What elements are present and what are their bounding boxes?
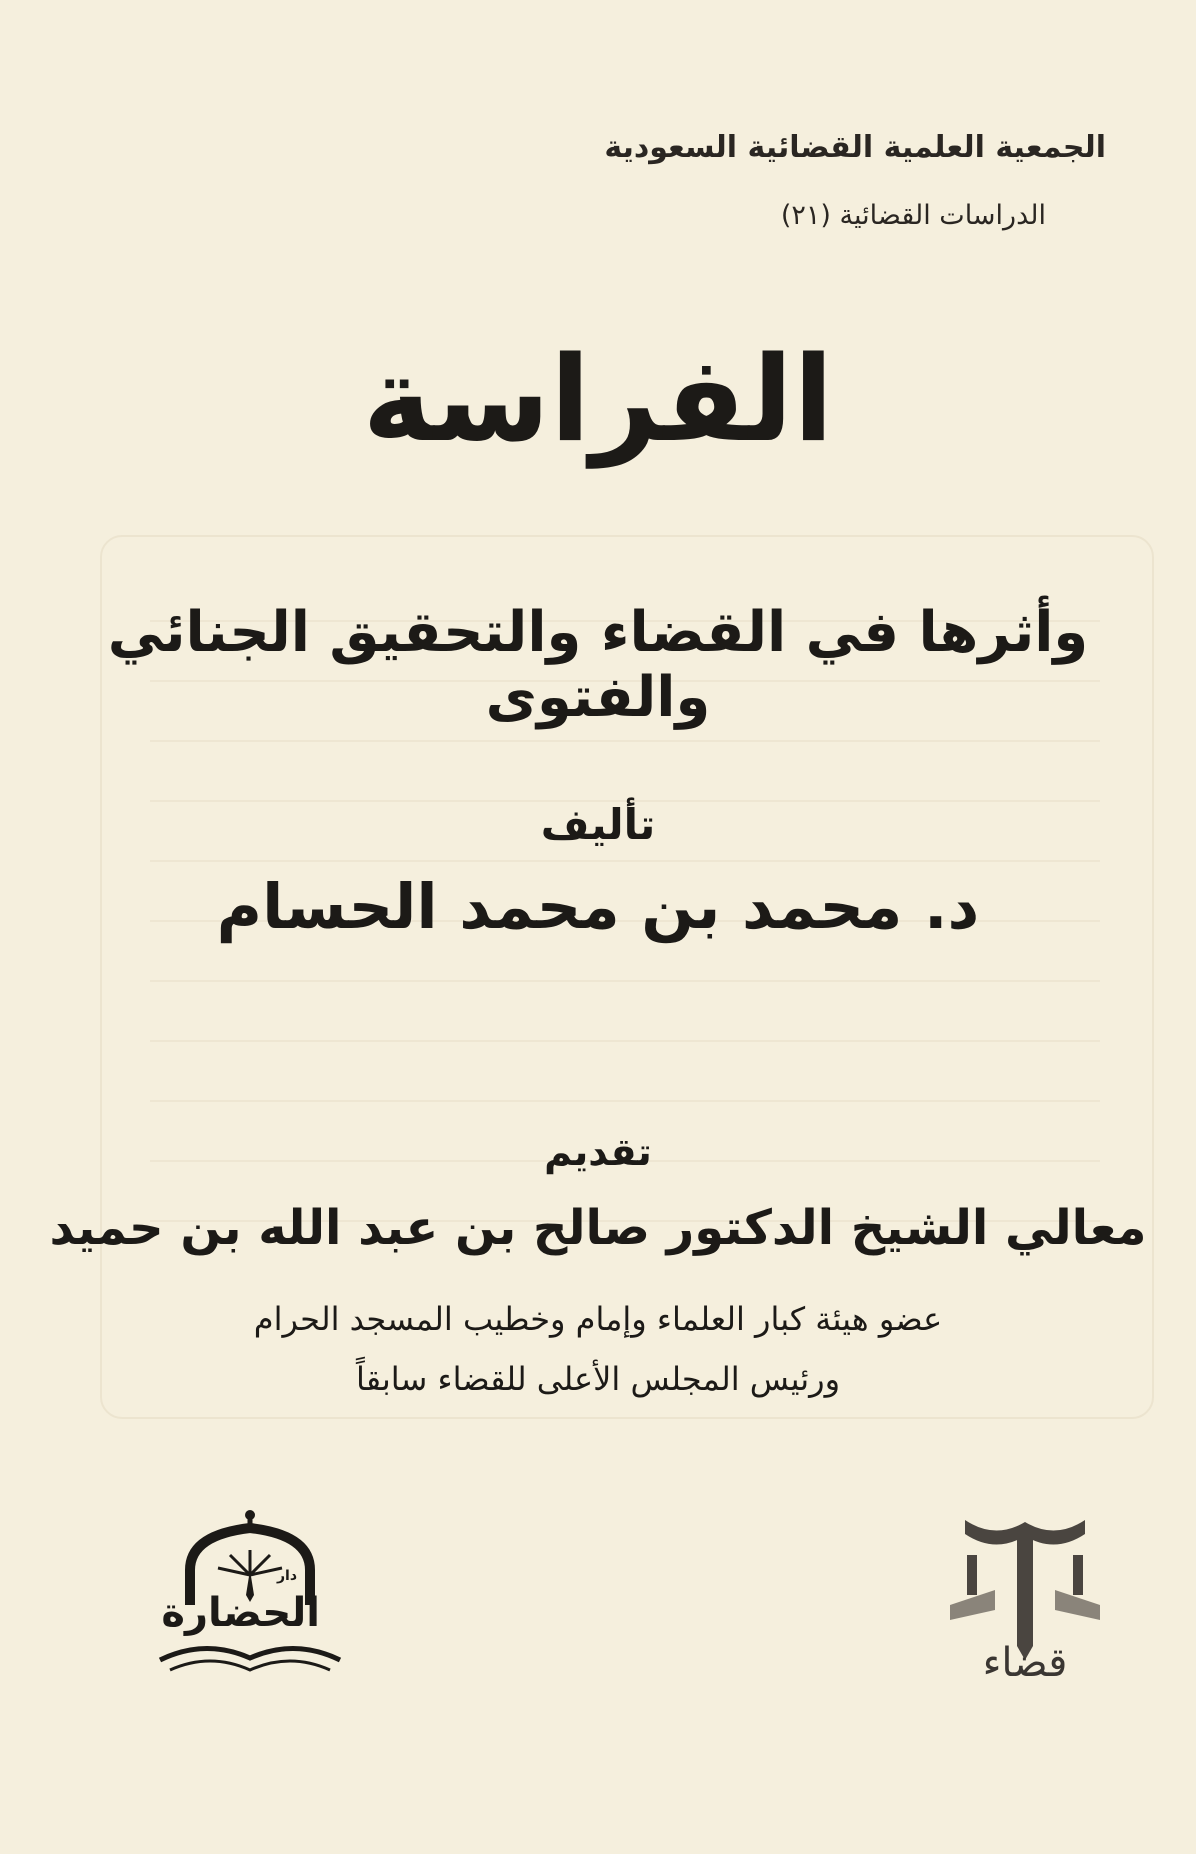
author-label: تأليف (540, 800, 656, 849)
introducer-role-line-1: عضو هيئة كبار العلماء وإمام وخطيب المسجد الحرام (253, 1300, 943, 1338)
dar-label: دار (276, 1568, 298, 1584)
introducer-role-line-2: ورئيس المجلس الأعلى للقضاء سابقاً (355, 1360, 841, 1398)
qadaa-label: قضاء (982, 1640, 1068, 1686)
book-title: الفراسة (362, 330, 834, 468)
society-name: الجمعية العلمية القضائية السعودية (604, 130, 1106, 165)
author-name: د. محمد بن محمد الحسام (216, 870, 980, 943)
series-label: الدراسات القضائية (٢١) (780, 200, 1046, 231)
introducer-name: معالي الشيخ الدكتور صالح بن عبد الله بن حميد (49, 1200, 1147, 1256)
book-subtitle: وأثرها في القضاء والتحقيق الجنائي والفتوى (107, 600, 1089, 730)
introduction-label: تقديم (544, 1130, 652, 1174)
alhadara-label: الحضارة (161, 1590, 320, 1636)
